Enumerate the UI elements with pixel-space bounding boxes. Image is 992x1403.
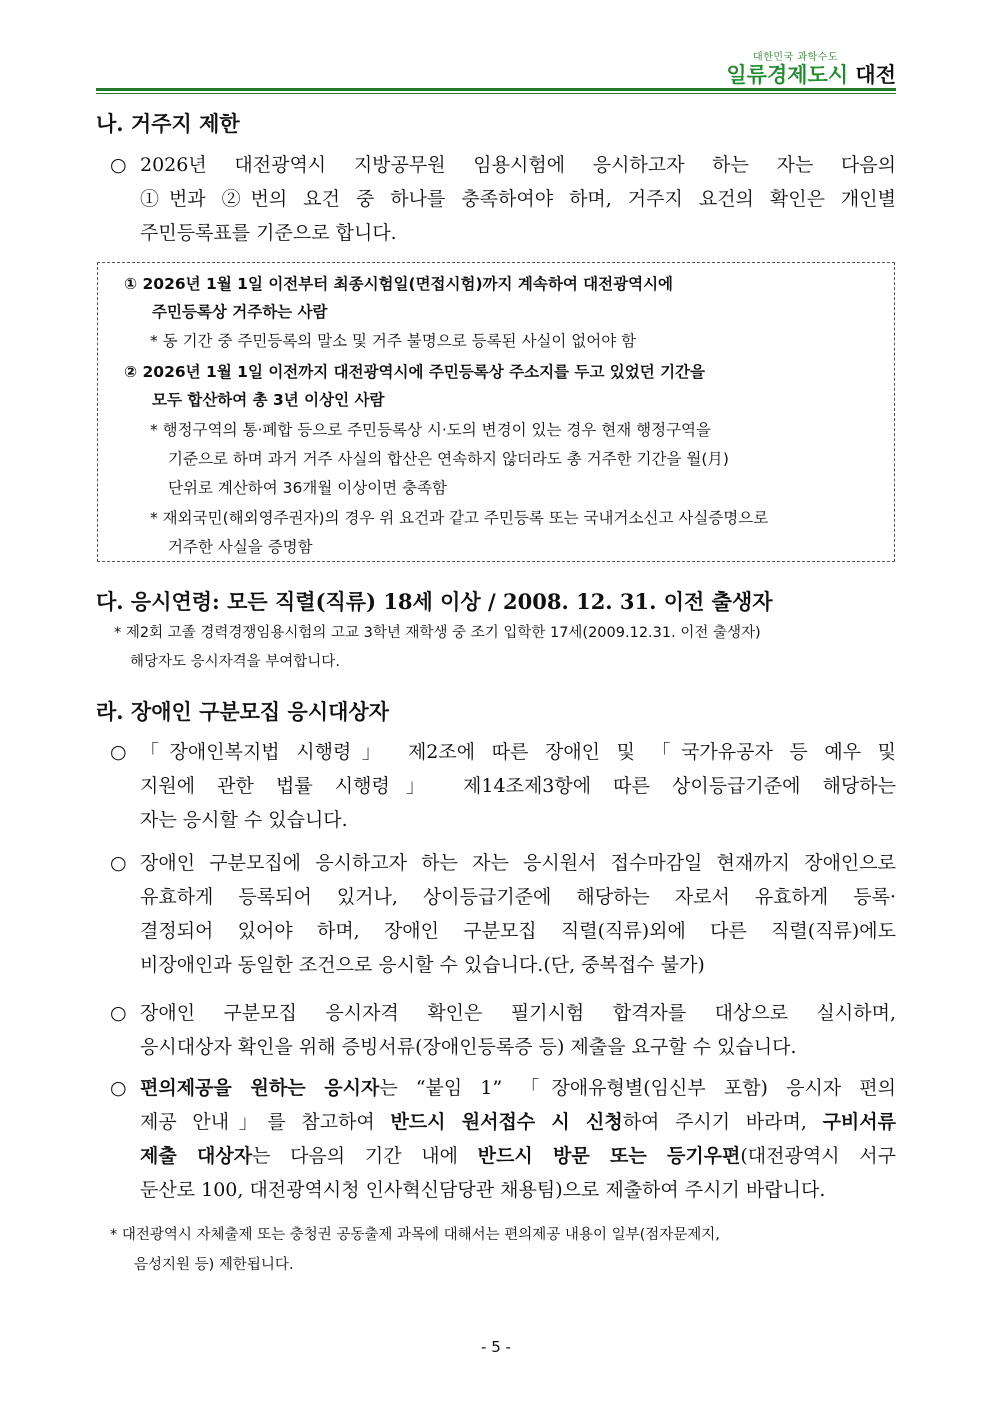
text-span: 는 다음의 기간 내에: [252, 1145, 478, 1167]
paragraph-line: 비장애인과 동일한 조건으로 응시할 수 있습니다.(단, 중복접수 불가): [140, 954, 705, 976]
paragraph-line: 주민등록표를 기준으로 합니다.: [140, 222, 397, 244]
disability-paragraph-3: [110, 996, 896, 1064]
paragraph-line: [140, 1105, 896, 1139]
paragraph-line: 2026년 대전광역시 지방공무원 임용시험에 응시하고자 하는 자는 다음의: [140, 154, 896, 176]
section-title-age: 다. 응시연령: 모든 직렬(직류) 18세 이상 / 2008. 12. 31. 이전 출생자: [96, 589, 773, 614]
age-note-cont: 해당자도 응시자격을 부여합니다.: [130, 654, 340, 670]
logo-wordmark: [726, 63, 896, 87]
age-note: * 제2회 고졸 경력경쟁임용시험의 고교 3학년 재학생 중 조기 입학한 17세(2009.12.31. 이전 출생자): [114, 625, 761, 641]
paragraph-line: [140, 1071, 896, 1105]
bullet-icon: ○: [110, 1077, 127, 1099]
paragraph-line: 결정되어 있어야 하며, 장애인 구분모집 직렬(직류)외에 다른 직렬(직류)에도: [140, 920, 896, 942]
disability-note: * 대전광역시 자체출제 또는 충청권 공동출제 과목에 대해서는 편의제공 내용이 일부(점자문제지,: [110, 1227, 720, 1243]
residence-paragraph: [110, 148, 896, 250]
text-span: (대전광역시 서구: [740, 1145, 896, 1167]
logo-subtitle: 대한민국 과학수도: [753, 52, 838, 63]
header-rule-thin: [96, 93, 896, 94]
emphasis-text: 제출 대상자: [140, 1145, 253, 1167]
emphasis-text: 반드시 방문 또는 등기우편: [477, 1145, 741, 1167]
bullet-icon: ○: [110, 741, 127, 763]
paragraph-line: 응시대상자 확인을 위해 증빙서류(장애인등록증 등) 제출을 요구할 수 있습니다.: [140, 1036, 797, 1058]
paragraph-line: 「장애인복지법 시행령」 제2조에 따른 장애인 및 「국가유공자 등 예우 및: [140, 741, 896, 763]
paragraph-line: 장애인 구분모집 응시자격 확인은 필기시험 합격자를 대상으로 실시하며,: [140, 1002, 896, 1024]
paragraph-line: ①번과 ②번의 요건 중 하나를 충족하여야 하며, 거주지 요건의 확인은 개인별: [140, 188, 896, 210]
bullet-icon: ○: [110, 154, 127, 176]
requirement-1-cont: 주민등록상 거주하는 사람: [152, 303, 328, 321]
requirement-2-note-1: * 행정구역의 통·폐합 등으로 주민등록상 시·도의 변경이 있는 경우 현재 행정구역을: [150, 421, 711, 439]
section-title-disability: 라. 장애인 구분모집 응시대상자: [96, 699, 389, 724]
requirement-2-note-2: * 재외국민(해외영주권자)의 경우 위 요건과 같고 주민등록 또는 국내거소신고 사실증명으로: [150, 509, 769, 527]
paragraph-line: 지원에 관한 법률 시행령」 제14조제3항에 따른 상이등급기준에 해당하는: [140, 775, 896, 797]
requirement-2: ② 2026년 1월 1일 이전까지 대전광역시에 주민등록상 주소지를 두고 있었던 기간을: [124, 363, 705, 381]
logo-green-text: 일류경제도시: [726, 63, 849, 87]
logo-black-text: 대전: [848, 63, 896, 87]
disability-note-cont: 음성지원 등) 제한됩니다.: [134, 1257, 294, 1273]
emphasis-text: 구비서류: [822, 1111, 896, 1133]
requirement-2-note-2-cont: 거주한 사실을 증명함: [168, 538, 313, 556]
city-logo: [726, 48, 896, 87]
emphasis-text: 반드시 원서접수 시 신청: [390, 1111, 623, 1133]
section-title-residence: 나. 거주지 제한: [96, 111, 240, 136]
requirement-2-note-1-cont: 기준으로 하며 과거 거주 사실의 합산은 연속하지 않더라도 총 거주한 기간을 월(月): [168, 450, 729, 468]
bullet-icon: ○: [110, 852, 127, 874]
requirement-2-note-1-cont: 단위로 계산하여 36개월 이상이면 충족함: [168, 479, 448, 497]
paragraph-line: 둔산로 100, 대전광역시청 인사혁신담당관 채용팀)으로 제출하여 주시기 바랍니다.: [140, 1179, 826, 1201]
text-span: 는 “붙임 1” 「장애유형별(임신부 포함) 응시자 편의: [379, 1077, 897, 1099]
requirement-2-cont: 모두 합산하여 총 3년 이상인 사람: [152, 391, 385, 409]
text-span: 하여 주시기 바라며,: [622, 1111, 823, 1133]
page-number: - 5 -: [481, 1338, 511, 1356]
text-span: 제공 안내」를 참고하여: [140, 1111, 391, 1133]
disability-paragraph-1: [110, 735, 896, 837]
paragraph-line: 유효하게 등록되어 있거나, 상이등급기준에 해당하는 자로서 유효하게 등록·: [140, 886, 896, 908]
header-rule: [96, 88, 896, 91]
emphasis-text: 편의제공을 원하는 응시자: [140, 1077, 380, 1099]
paragraph-line: 장애인 구분모집에 응시하고자 하는 자는 응시원서 접수마감일 현재까지 장애인으로: [140, 852, 896, 874]
requirement-1-note: * 동 기간 중 주민등록의 말소 및 거주 불명으로 등록된 사실이 없어야 함: [150, 332, 637, 350]
requirement-1: ① 2026년 1월 1일 이전부터 최종시험일(면접시험)까지 계속하여 대전광역시에: [124, 275, 674, 293]
disability-paragraph-2: [110, 846, 896, 982]
disability-paragraph-4: [110, 1071, 897, 1207]
bullet-icon: ○: [110, 1002, 127, 1024]
paragraph-line: 자는 응시할 수 있습니다.: [140, 809, 348, 831]
paragraph-line: [140, 1139, 896, 1173]
